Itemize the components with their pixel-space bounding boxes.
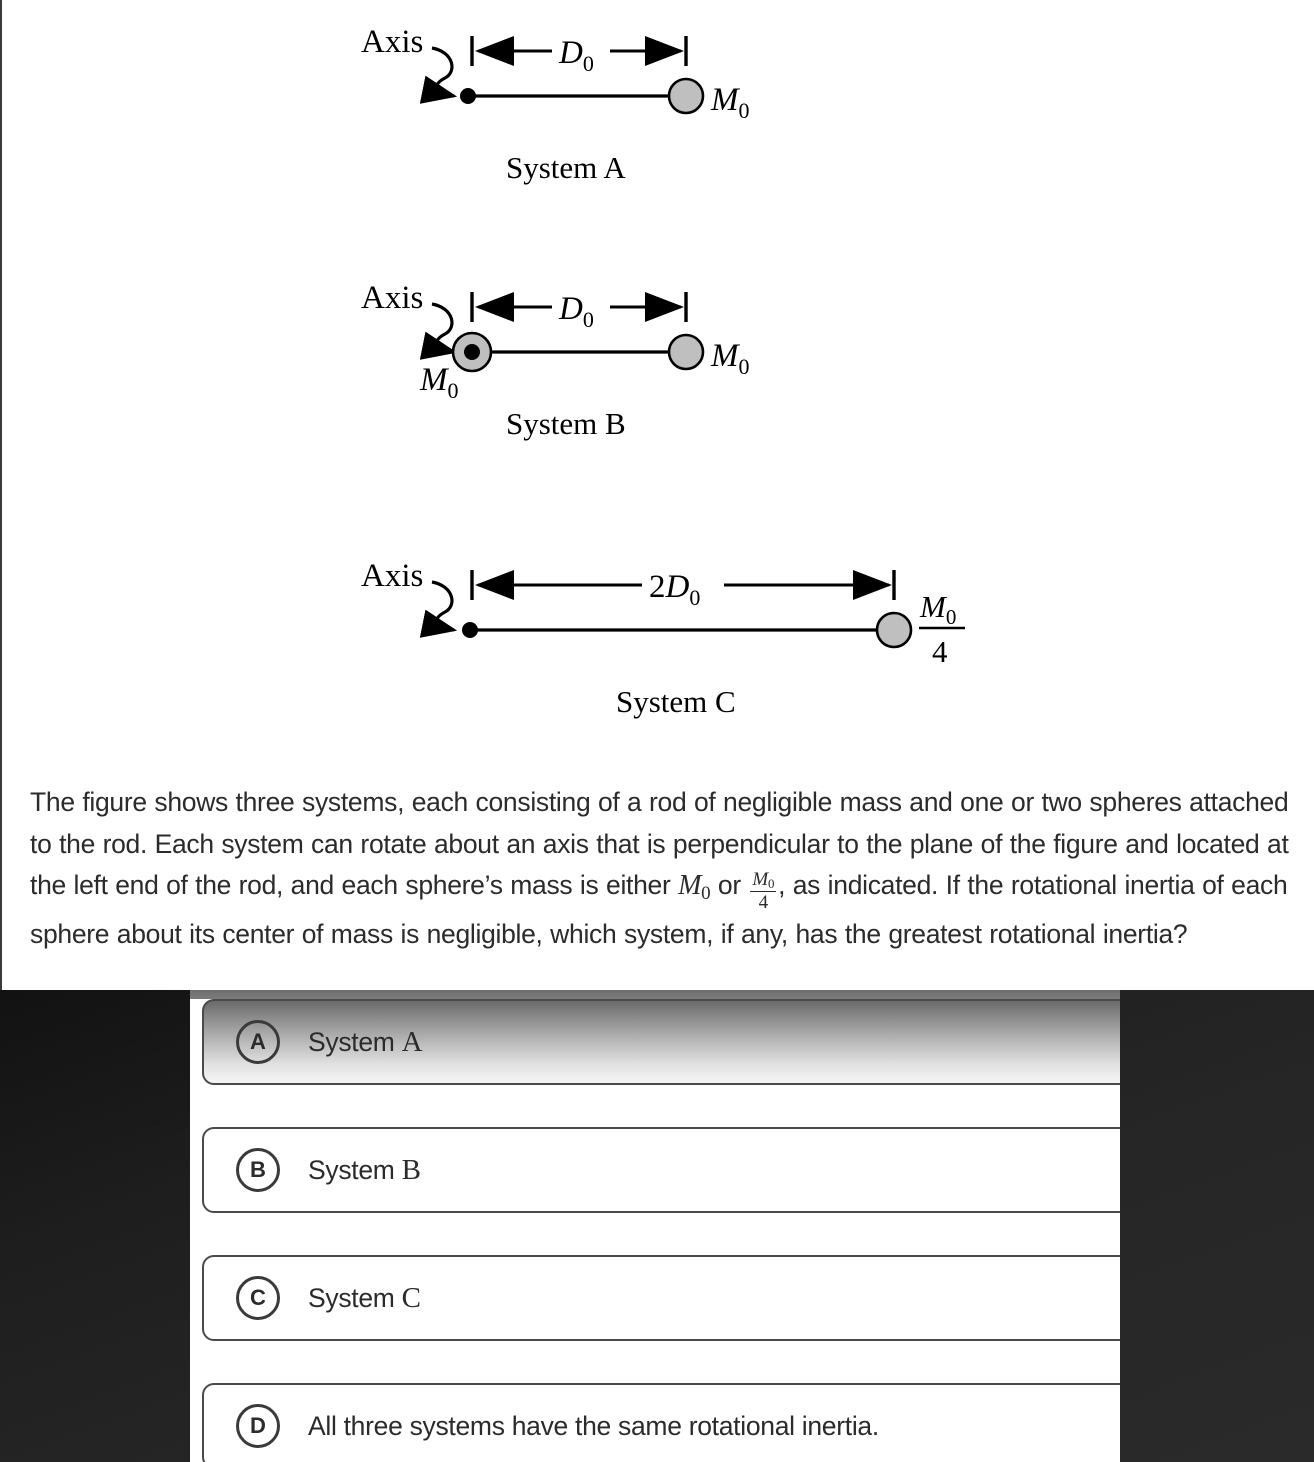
system-b-caption: System B: [506, 406, 626, 441]
question-text-part1: The figure shows three systems, each consisting of a rod of negligible mass and one or two spheres attached to the rod. Each system can rotate about an axis that is perpendicular to the plane of the figure and located at the left end of the rod, and each sphere’s mass is either: [30, 787, 1289, 900]
question-text-part3: , as indicated. If the rotational inertia of each sphere about its center of mass is negligible, which system, if any, has the greatest rotational inertia?: [30, 870, 1288, 950]
system-c-mass-denominator: 4: [932, 634, 948, 669]
system-b-group: [361, 280, 750, 441]
system-b-mass-label-left: $M_0$: [420, 362, 459, 403]
question-prompt: [30, 782, 1292, 956]
answer-label-d: All three systems have the same rotational inertia.: [308, 1410, 879, 1441]
answer-label-c: System C: [308, 1281, 421, 1314]
system-c-pivot-dot: [462, 622, 478, 638]
system-a-axis-pointer-arrow: [432, 48, 454, 96]
physics-figure: [2, 0, 1314, 760]
system-a-pivot-dot: [460, 88, 476, 104]
answer-label-a: System A: [308, 1025, 423, 1058]
figure-svg: [2, 0, 1314, 760]
system-b-pivot-dot: [464, 344, 480, 360]
answer-option-a[interactable]: [202, 999, 1120, 1085]
answer-badge-b: B: [236, 1148, 280, 1192]
system-a-mass-label-right: $M_0$: [711, 82, 750, 123]
answer-option-d[interactable]: [202, 1383, 1120, 1462]
question-text-part2: or: [710, 870, 749, 900]
answer-option-c[interactable]: [202, 1255, 1120, 1341]
system-a-group: [361, 24, 750, 185]
system-c-mass-fraction: [919, 589, 965, 669]
system-c-group: [361, 558, 965, 719]
system-b-axis-pointer-arrow: [432, 304, 454, 352]
answer-badge-c: C: [236, 1276, 280, 1320]
system-c-distance-label: $2D_0$: [649, 569, 701, 610]
panel-top-strip: [190, 990, 1120, 999]
system-a-axis-label: Axis: [361, 24, 424, 60]
system-c-mass-numerator: $M_0$: [920, 589, 957, 629]
answers-region: [0, 990, 1314, 1462]
system-a-caption: System A: [506, 150, 626, 185]
system-c-axis-pointer-arrow: [432, 582, 454, 630]
answer-badge-a: A: [236, 1020, 280, 1064]
system-b-mass-label-right: $M_0$: [711, 338, 750, 379]
system-a-distance-label: $D_0$: [559, 35, 594, 76]
answer-label-b: System B: [308, 1153, 421, 1186]
answers-panel: [190, 990, 1120, 1462]
question-inline-math-m0: $M_0$: [678, 870, 711, 904]
system-b-distance-label: $D_0$: [559, 291, 594, 332]
system-a-sphere-right: [669, 79, 703, 113]
question-inline-fraction-m0-over-4: $\frac{M_0}{4}$: [752, 868, 775, 913]
system-b-sphere-right: [669, 335, 703, 369]
system-c-sphere-right: [877, 613, 911, 647]
system-c-caption: System C: [616, 684, 736, 719]
system-c-axis-label: Axis: [361, 558, 424, 594]
answer-badge-d: D: [236, 1404, 280, 1448]
system-b-axis-label: Axis: [361, 280, 424, 316]
answer-option-b[interactable]: [202, 1127, 1120, 1213]
